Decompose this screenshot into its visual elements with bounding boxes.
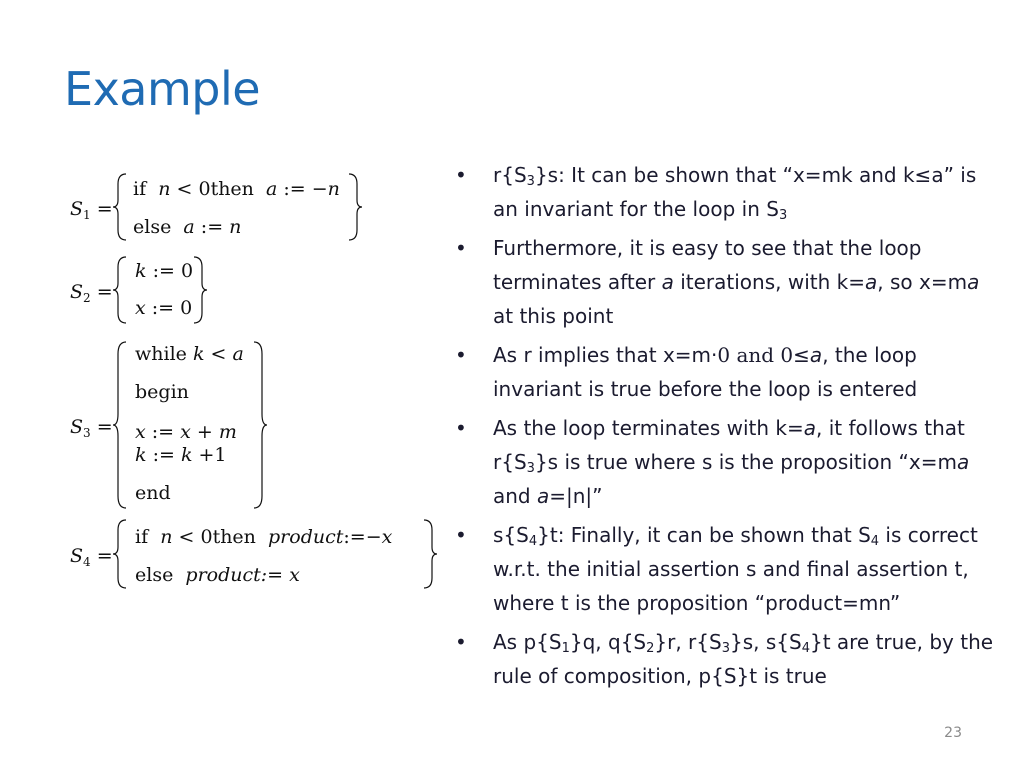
s1-lhs: $S_1$ = xyxy=(70,198,113,222)
s1-row1: if n < 0then a := −n xyxy=(133,178,340,200)
equations-panel xyxy=(0,0,460,768)
s1-left-brace xyxy=(112,172,130,242)
s3-right-brace xyxy=(250,340,268,510)
s2-right-brace xyxy=(190,255,208,325)
s3-row2: begin xyxy=(135,381,189,403)
page-number: 23 xyxy=(944,725,962,741)
bullet-item: • As the loop terminates with k=a, it follows that $r\{S_3\}s$ is true where s is the proposition “x=ma and a=|n|” xyxy=(455,411,1000,513)
slide-title: Example xyxy=(64,62,261,116)
bullet-glyph: • xyxy=(455,236,467,260)
s4-lhs: $S_4$ = xyxy=(70,545,113,569)
s2-left-brace xyxy=(112,255,130,325)
s1-right-brace xyxy=(345,172,363,242)
s3-lhs: $S_3$ = xyxy=(70,416,113,440)
s3-row1: while k < a xyxy=(135,343,244,365)
s4-right-brace xyxy=(420,518,438,590)
s2-row2: x := 0 xyxy=(135,297,193,319)
s3-row3: x := x + m xyxy=(135,421,237,443)
bullet-item: • $s\{S_4\}t$: Finally, it can be shown that $S_4$ is correct w.r.t. the initial assertion s and final assertion t, where t is the proposition “product=mn” xyxy=(455,518,1000,620)
s2-lhs: $S_2$ = xyxy=(70,281,113,305)
bullet-item: • As $p\{S_1\}q$, $q\{S_2\}r$, $r\{S_3\}s$, $s\{S_4\}t$ are true, by the rule of composition, p{S}t is true xyxy=(455,625,1000,693)
bullet-item: • As r implies that x=m·0 and 0≤a, the loop invariant is true before the loop is entered xyxy=(455,338,1000,406)
bullet-list xyxy=(455,158,1000,698)
s3-row4: k := k +1 xyxy=(135,444,227,466)
s4-row1: if n < 0then product:=−x xyxy=(135,526,393,548)
bullet-glyph: • xyxy=(455,163,467,187)
s2-row1: k := 0 xyxy=(135,260,194,282)
s3-row5: end xyxy=(135,482,171,504)
bullet-glyph: • xyxy=(455,523,467,547)
bullet-glyph: • xyxy=(455,343,467,367)
s3-left-brace xyxy=(112,340,130,510)
s4-row2: else product:= x xyxy=(135,564,300,586)
s1-row2: else a := n xyxy=(133,216,242,238)
s4-left-brace xyxy=(112,518,130,590)
bullet-item: • $r\{S_3\}s$: It can be shown that “x=mk and k≤a” is an invariant for the loop in $S_3$ xyxy=(455,158,1000,226)
bullet-glyph: • xyxy=(455,630,467,654)
bullet-glyph: • xyxy=(455,416,467,440)
bullet-item: • Furthermore, it is easy to see that the loop terminates after a iterations, with k=a, so x=ma at this point xyxy=(455,231,1000,333)
